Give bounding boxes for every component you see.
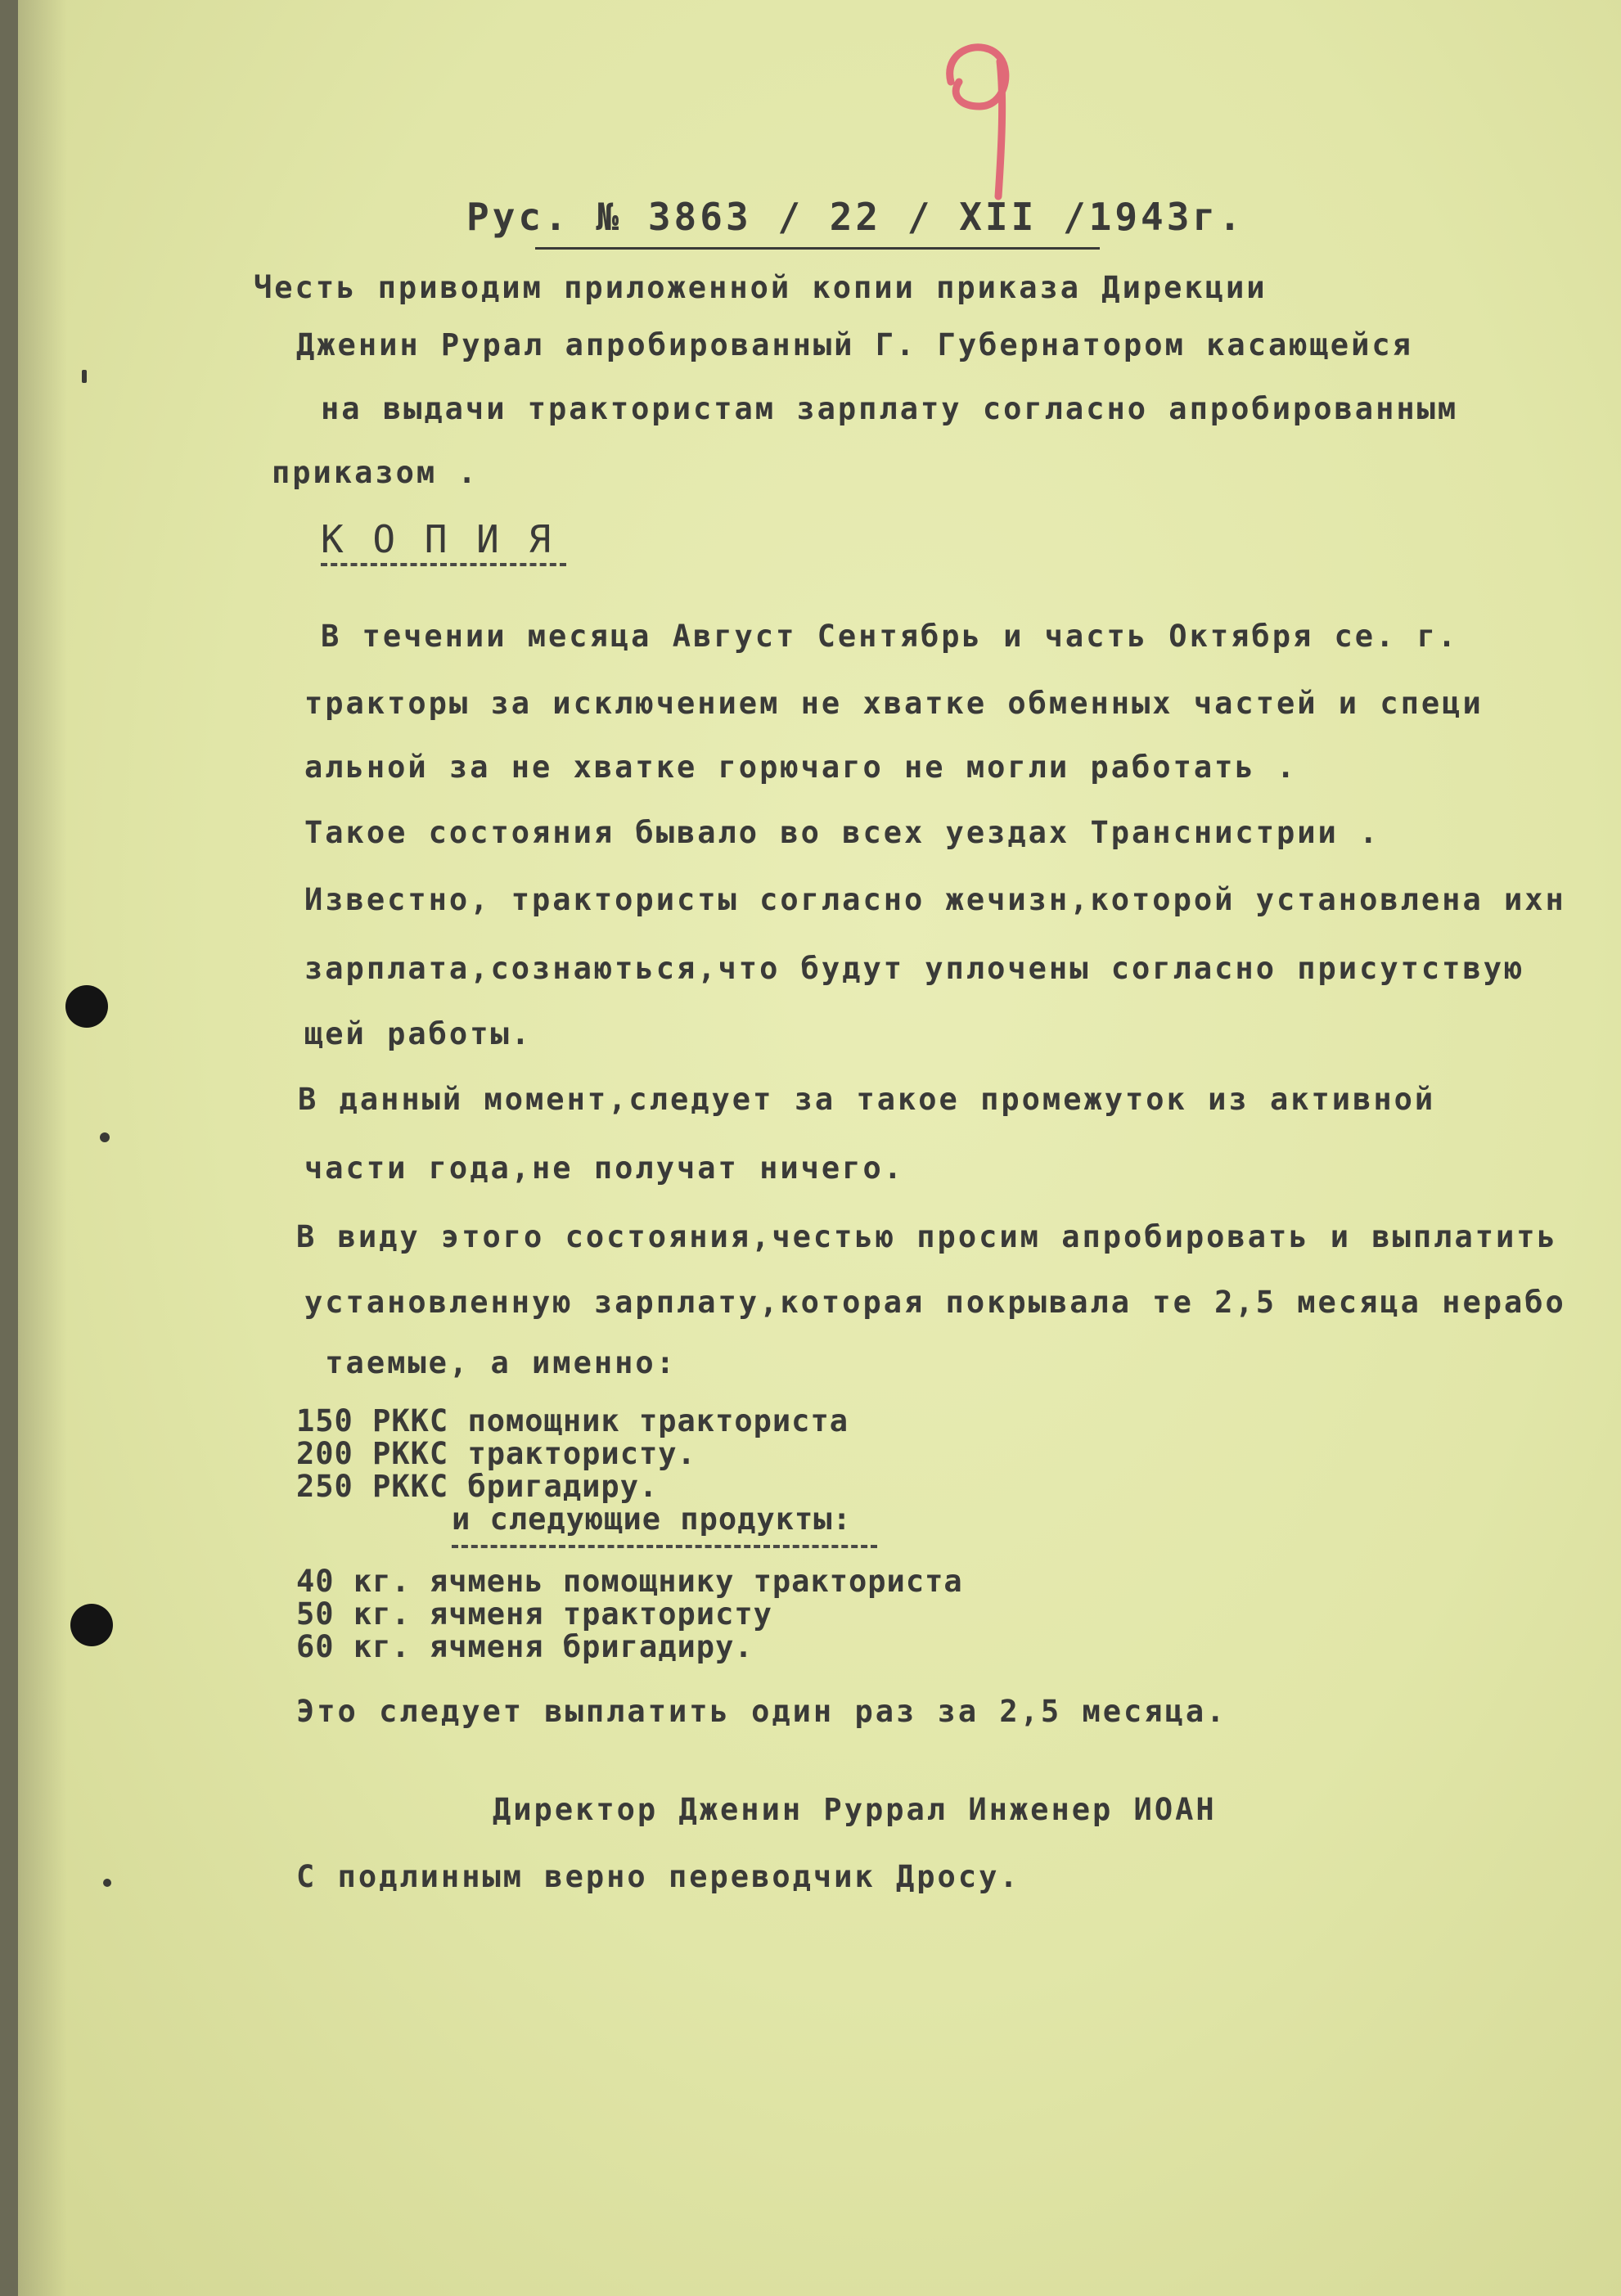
salary-line-1: 150 РККС помощник тракториста — [296, 1403, 849, 1438]
certification-line: С подлинным верно переводчик Дросу. — [296, 1859, 1020, 1894]
intro-line-4: приказом . — [272, 455, 479, 490]
salary-line-2: 200 РККС трактористу. — [296, 1436, 696, 1471]
product-line-2: 50 кг. ячменя трактористу — [296, 1596, 772, 1632]
product-line-3: 60 кг. ячменя бригадиру. — [296, 1629, 754, 1664]
copy-heading: К О П И Я — [321, 517, 555, 561]
body-line-9: части года,не получат ничего. — [304, 1150, 905, 1186]
body-line-3: альной за не хватке горючаго не могли работать . — [304, 750, 1298, 785]
products-heading: и следующие продукты: — [452, 1501, 852, 1537]
intro-line-1: Честь приводим приложенной копии приказа Дирекции — [254, 270, 1268, 305]
product-line-1: 40 кг. ячмень помощнику тракториста — [296, 1564, 963, 1599]
punch-hole-top — [65, 985, 108, 1028]
copy-heading-underline — [321, 563, 566, 566]
margin-mark — [100, 1132, 110, 1142]
body-line-11: установленную зарплату,которая покрывала те 2,5 месяца нерабо — [304, 1285, 1566, 1320]
body-line-6: зарплата,сознаються,что будут уплочены согласно присутствую — [304, 951, 1525, 986]
salary-line-3: 250 РККС бригадиру. — [296, 1469, 659, 1504]
page-fold-shadow — [18, 0, 67, 2296]
intro-line-2: Дженин Рурал апробированный Г. Губернатором касающейся — [296, 327, 1413, 362]
body-line-7: щей работы. — [304, 1016, 533, 1051]
document-page — [18, 0, 1621, 2296]
products-heading-underline — [452, 1545, 877, 1548]
margin-mark — [103, 1879, 111, 1887]
body-line-5: Известно, трактористы согласно жечизн,которой установлена ихн — [304, 882, 1566, 917]
body-line-12: таемые, а именно: — [304, 1345, 677, 1380]
body-line-10: В виду этого состояния,честью просим апробировать и выплатить — [296, 1219, 1558, 1254]
registration-underline — [535, 247, 1100, 250]
body-line-4: Такое состояния бывало во всех уездах Транснистрии . — [304, 815, 1380, 850]
body-line-8: В данный момент,следует за такое промежуток из активной — [298, 1082, 1436, 1117]
intro-line-3: на выдачи трактористам зарплату согласно апробированным — [321, 391, 1459, 426]
punch-hole-bottom — [70, 1604, 113, 1646]
registration-line: Рус. № 3863 / 22 / XII /1943г. — [466, 195, 1245, 239]
closing-line: Это следует выплатить один раз за 2,5 месяца. — [296, 1694, 1227, 1729]
signature-line: Директор Дженин Руррал Инженер ИОАН — [493, 1792, 1217, 1827]
margin-mark — [82, 370, 87, 383]
body-line-2: тракторы за исключением не хватке обменных частей и специ — [304, 686, 1484, 721]
body-line-1: В течении месяца Август Сентябрь и часть Октября се. г. — [321, 619, 1459, 654]
